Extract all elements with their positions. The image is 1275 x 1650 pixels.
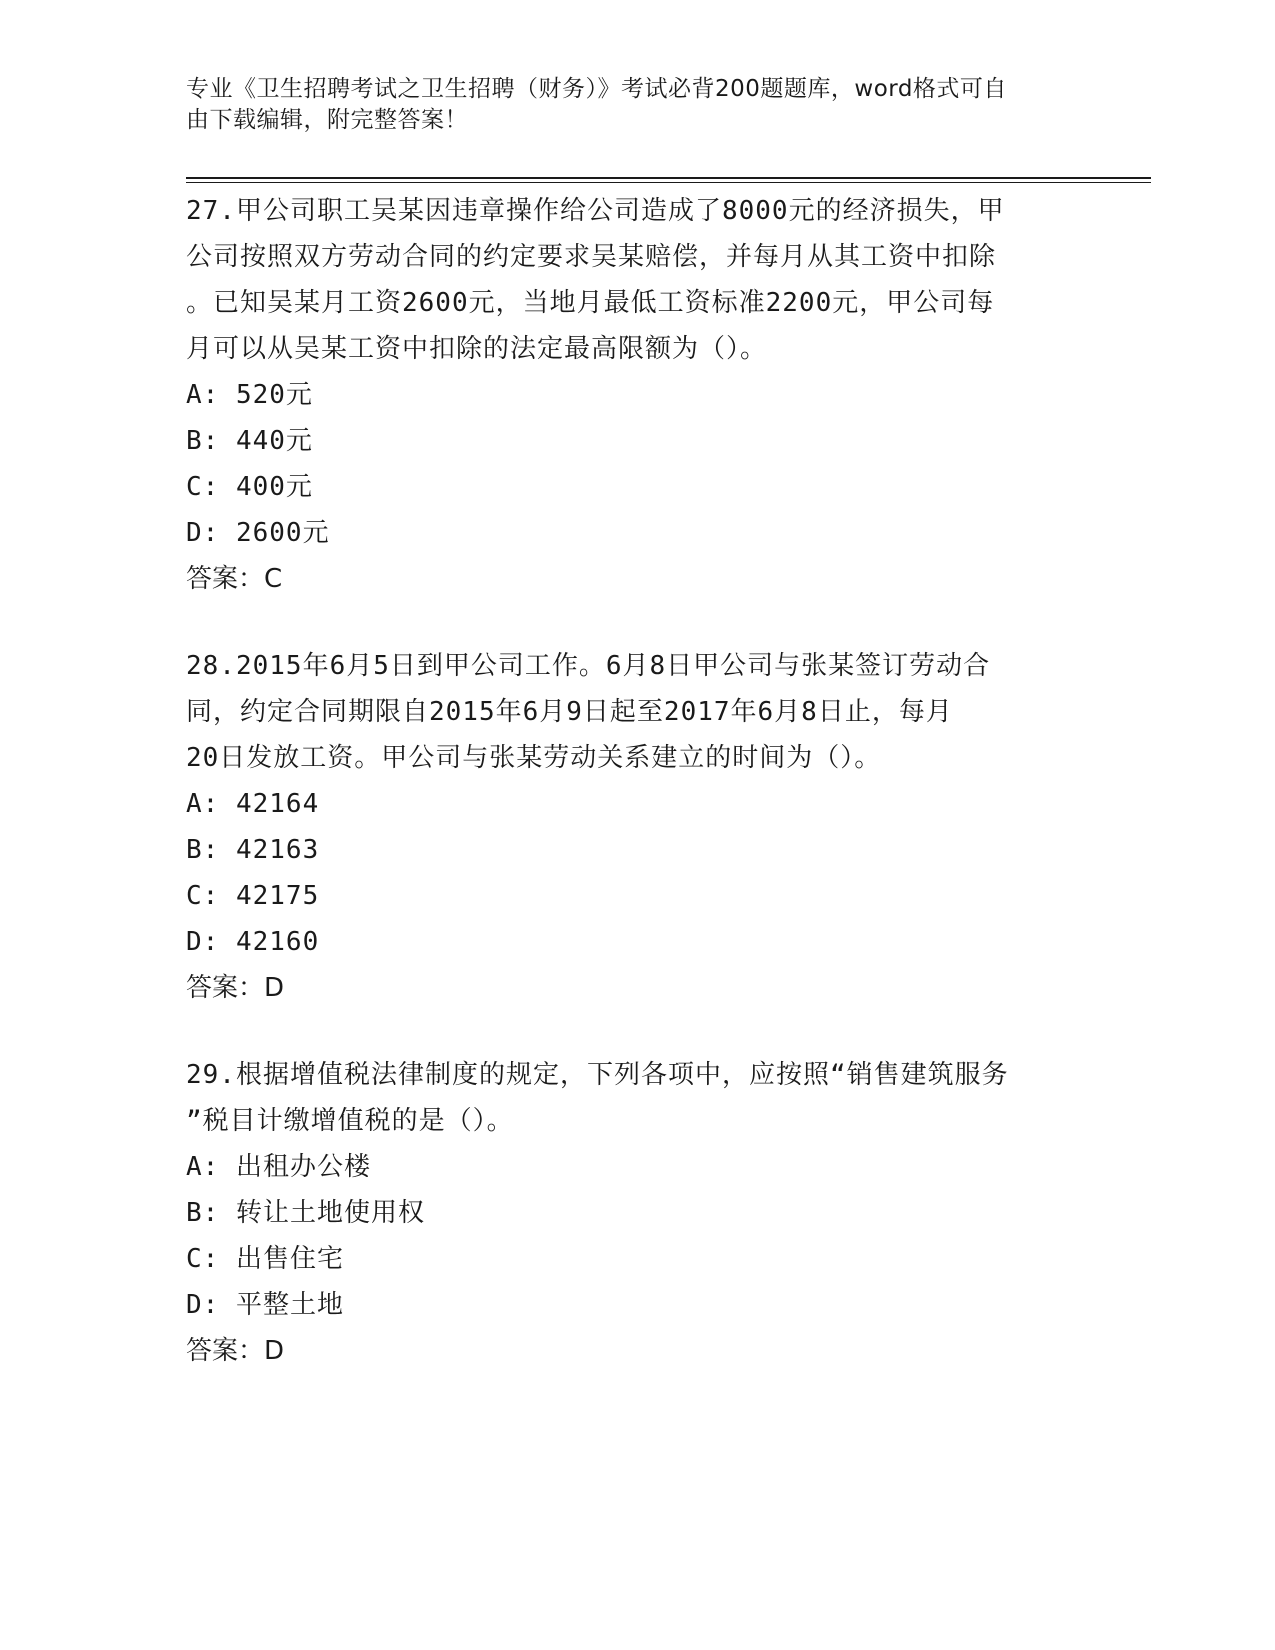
option-b: B: 42163 <box>186 835 320 865</box>
option-c: C: 出售住宅 <box>186 1244 344 1274</box>
header-divider-thick <box>186 177 1151 179</box>
stem-line: 同，约定合同期限自2015年6月9日起至2017年6月8日止，每月 <box>186 697 953 727</box>
stem-line: 28.2015年6月5日到甲公司工作。6月8日甲公司与张某签订劳动合 <box>186 651 991 681</box>
option-b: B: 440元 <box>186 426 313 456</box>
option-b: B: 转让土地使用权 <box>186 1198 425 1228</box>
stem-line: 27.甲公司职工吴某因违章操作给公司造成了8000元的经济损失，甲 <box>186 196 1005 226</box>
answer: 答案：C <box>186 564 283 594</box>
answer: 答案：D <box>186 973 285 1003</box>
header-divider-thin <box>186 182 1151 183</box>
stem-line: 29.根据增值税法律制度的规定，下列各项中，应按照“销售建筑服务 <box>186 1060 1009 1090</box>
option-d: D: 2600元 <box>186 518 330 548</box>
header-line-2: 由下载编辑，附完整答案！ <box>186 107 468 133</box>
stem-line: 20日发放工资。甲公司与张某劳动关系建立的时间为（）。 <box>186 743 882 773</box>
stem-line: 。已知吴某月工资2600元，当地月最低工资标准2200元，甲公司每 <box>186 288 995 318</box>
question-28 <box>186 643 1086 1011</box>
option-a: A: 出租办公楼 <box>186 1152 371 1182</box>
question-27 <box>186 188 1086 602</box>
answer: 答案：D <box>186 1336 285 1366</box>
option-d: D: 42160 <box>186 927 320 957</box>
question-stem <box>186 643 1086 781</box>
option-d: D: 平整土地 <box>186 1290 344 1320</box>
option-c: C: 400元 <box>186 472 313 502</box>
header-line-1: 专业《卫生招聘考试之卫生招聘（财务）》考试必背200题题库，word格式可自 <box>186 76 1007 102</box>
stem-line: 公司按照双方劳动合同的约定要求吴某赔偿，并每月从其工资中扣除 <box>186 242 997 272</box>
option-a: A: 520元 <box>186 380 313 410</box>
option-c: C: 42175 <box>186 881 320 911</box>
document-header <box>186 74 1066 136</box>
question-stem <box>186 1052 1086 1144</box>
option-a: A: 42164 <box>186 789 320 819</box>
stem-line: 月可以从吴某工资中扣除的法定最高限额为（）。 <box>186 334 768 364</box>
stem-line: ”税目计缴增值税的是（）。 <box>186 1106 514 1136</box>
question-29 <box>186 1052 1086 1374</box>
question-stem <box>186 188 1086 372</box>
